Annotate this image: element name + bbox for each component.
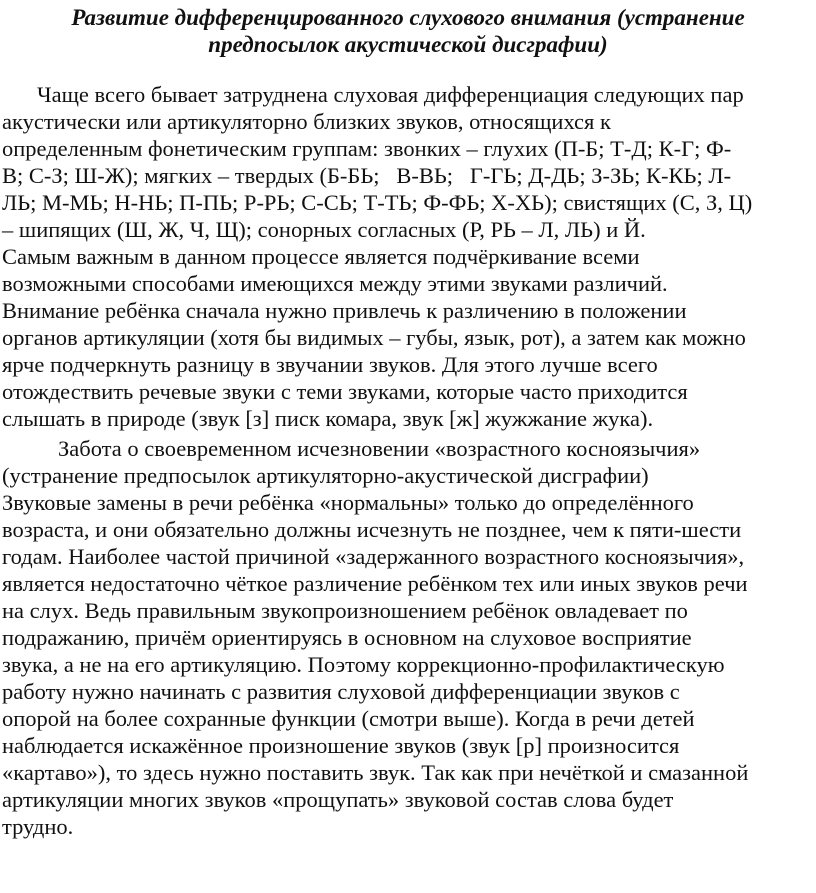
body-line: акустически или артикуляторно близких звуков, относящихся к — [2, 109, 611, 134]
document-title-line-1: Развитие дифференцированного слухового внимания (устранение — [71, 5, 745, 30]
body-line: (устранение предпосылок артикуляторно-акустической дисграфии) — [2, 463, 649, 488]
body-line: В; С-З; Ш-Ж); мягких – твердых (Б-БЬ; В-ВЬ; Г-ГЬ; Д-ДЬ; З-ЗЬ; К-КЬ; Л- — [2, 163, 732, 188]
document-title-line-2: предпосылок акустической дисграфии) — [208, 32, 608, 57]
body-line: трудно. — [2, 814, 74, 839]
body-line: ярче подчеркнуть разницу в звучании звуков. Для этого лучше всего — [2, 352, 658, 377]
body-line: отождествить речевые звуки с теми звуками, которые часто приходится — [2, 379, 688, 404]
body-line: слышать в природе (звук [з] писк комара, звук [ж] жужжание жука). — [2, 406, 654, 431]
body-line: работу нужно начинать с развития слуховой дифференциации звуков с — [2, 679, 680, 704]
body-line: определенным фонетическим группам: звонких – глухих (П-Б; Т-Д; К-Г; Ф- — [2, 136, 732, 161]
body-line: возраста, и они обязательно должны исчезнуть не позднее, чем к пяти-шести — [2, 517, 742, 542]
body-line: опорой на более сохранные функции (смотри выше). Когда в речи детей — [2, 706, 695, 731]
body-line: звука, а не на его артикуляцию. Поэтому коррекционно-профилактическую — [2, 652, 725, 677]
body-line: подражанию, причём ориентируясь в основном на слуховое восприятие — [2, 625, 692, 650]
body-line: Чаще всего бывает затруднена слуховая дифференциация следующих пар — [37, 82, 744, 107]
body-line: Внимание ребёнка сначала нужно привлечь к различению в положении — [2, 298, 687, 323]
body-line: наблюдается искажённое произношение звуков (звук [р] произносится — [2, 733, 680, 758]
body-line: органов артикуляции (хотя бы видимых – губы, язык, рот), а затем как можно — [2, 325, 746, 350]
body-line: возможными способами имеющихся между этими звуками различий. — [2, 271, 668, 296]
body-line: на слух. Ведь правильным звукопроизношением ребёнок овладевает по — [2, 598, 688, 623]
body-line: – шипящих (Ш, Ж, Ч, Щ); сонорных согласных (Р, РЬ – Л, ЛЬ) и Й. — [2, 217, 646, 242]
body-line: «картаво»), то здесь нужно поставить звук. Так как при нечёткой и смазанной — [2, 760, 749, 785]
body-line: Забота о своевременном исчезновении «возрастного косноязычия» — [58, 436, 701, 461]
body-line: ЛЬ; М-МЬ; Н-НЬ; П-ПЬ; Р-РЬ; С-СЬ; Т-ТЬ; Ф-ФЬ; Х-ХЬ); свистящих (С, З, Ц) — [2, 190, 753, 215]
body-line: артикуляции многих звуков «прощупать» звуковой состав слова будет — [2, 787, 674, 812]
body-line: Звуковые замены в речи ребёнка «нормальны» только до определённого — [2, 490, 694, 515]
body-line: годам. Наиболее частой причиной «задержанного возрастного косноязычия», — [2, 544, 745, 569]
body-line: является недостаточно чёткое различение ребёнком тех или иных звуков речи — [2, 571, 748, 596]
body-line: Самым важным в данном процессе является подчёркивание всеми — [2, 244, 640, 269]
